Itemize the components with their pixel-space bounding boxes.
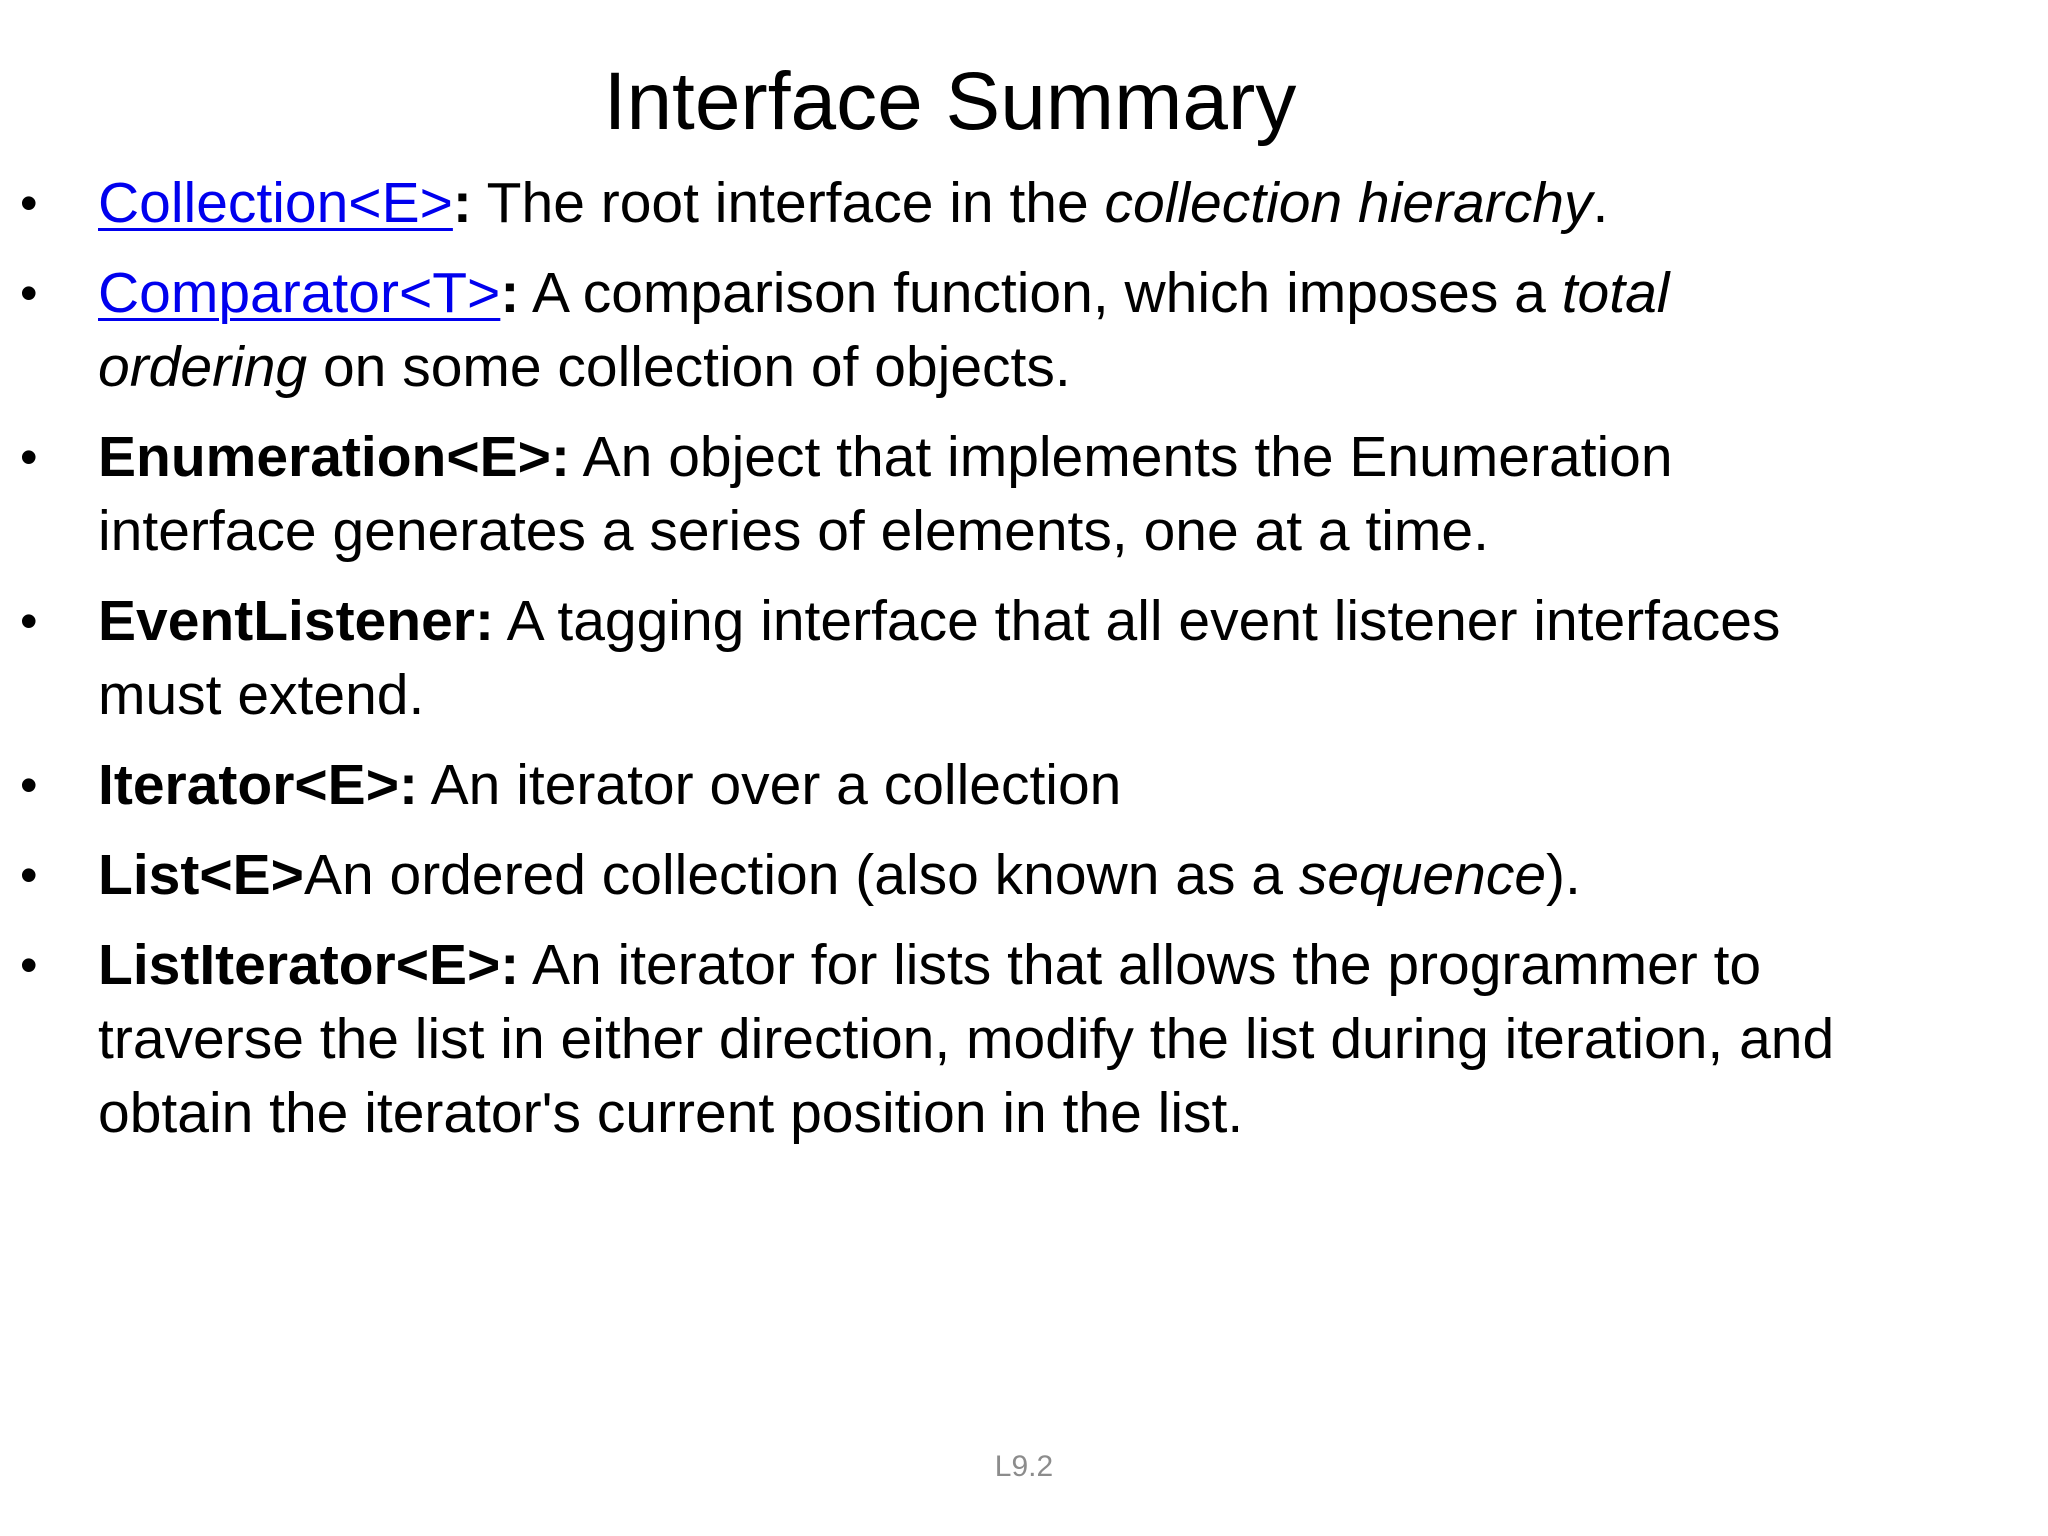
description-text: The root interface in the [471, 171, 1105, 235]
bullet-icon: • [20, 265, 38, 321]
bullet-icon: • [20, 593, 38, 649]
separator: : [500, 261, 520, 325]
interface-name: Iterator<E>: [98, 753, 418, 817]
description-text: A comparison function, which imposes a [519, 261, 1562, 325]
comparator-link[interactable]: Comparator<T> [98, 261, 501, 325]
list-item-comparator [20, 256, 1880, 404]
list-item-listiterator [20, 928, 1880, 1150]
list-item-iterator [20, 748, 1880, 822]
slide-number: L9.2 [994, 1450, 1054, 1483]
description-text: on some collection of objects. [307, 335, 1071, 399]
bullet-icon: • [20, 937, 38, 993]
bullet-list [20, 166, 1880, 1166]
bullet-icon: • [20, 429, 38, 485]
description-text: An iterator over a collection [417, 753, 1122, 817]
description-text: . [1592, 171, 1609, 235]
list-item-collection [20, 166, 1880, 240]
list-item-list [20, 838, 1880, 912]
description-text: ). [1546, 843, 1581, 907]
list-item-enumeration [20, 420, 1880, 568]
bullet-icon: • [20, 847, 38, 903]
separator: : [452, 171, 472, 235]
collection-link[interactable]: Collection<E> [98, 171, 453, 235]
interface-name: List<E> [98, 843, 304, 907]
interface-name: ListIterator<E>: [98, 933, 520, 997]
list-item-eventlistener [20, 584, 1880, 732]
bullet-icon: • [20, 175, 38, 231]
description-text: A tagging interface that all event listener interfaces must extend. [98, 589, 1781, 727]
interface-name: Enumeration<E>: [98, 425, 570, 489]
emphasis-text: total ordering [98, 261, 1670, 399]
description-text: An ordered collection (also known as a [303, 843, 1299, 907]
description-text: An object that implements the Enumeration interface generates a series of elements, one at a time. [98, 425, 1673, 563]
emphasis-text: sequence [1298, 843, 1547, 907]
interface-name: EventListener: [98, 589, 494, 653]
description-text: An iterator for lists that allows the programmer to traverse the list in either direction, modify the list during iteration, and obtain the iterator's current position in the list. [98, 933, 1835, 1145]
emphasis-text: collection hierarchy [1104, 171, 1593, 235]
bullet-icon: • [20, 757, 38, 813]
slide-title: Interface Summary [603, 56, 1297, 147]
